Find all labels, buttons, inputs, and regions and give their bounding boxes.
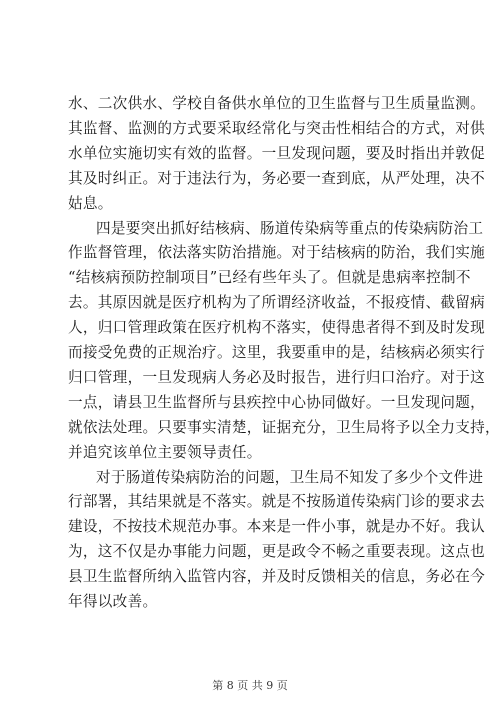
body-line: 就依法处理。只要事实清楚，证据充分，卫生局将予以全力支持， xyxy=(68,418,500,436)
body-line: 年得以改善。 xyxy=(68,593,158,610)
body-line: 一点，请县卫生监督所与县疾控中心协同做好。一旦发现问题， xyxy=(68,393,486,411)
body-line: 其及时纠正。对于违法行为，务必要一查到底，从严处理，决不 xyxy=(68,169,486,187)
body-line: 对于肠道传染病防治的问题，卫生局不知发了多少个文件进 xyxy=(96,468,484,486)
body-line: 县卫生监督所纳入监管内容，并及时反馈相关的信息，务必在今 xyxy=(68,568,486,586)
body-line: 姑息。 xyxy=(68,194,113,212)
body-line: 为，这不仅是办事能力问题，更是政令不畅之重要表现。这点也 xyxy=(68,543,486,561)
body-line: 行部署，其结果就是不落实。就是不按肠道传染病门诊的要求去 xyxy=(68,493,486,511)
body-line: 去。其原因就是医疗机构为了所谓经济收益，不报疫情、截留病 xyxy=(68,294,486,312)
body-line: 建设，不按技术规范办事。本来是一件小事，就是办不好。我认 xyxy=(68,518,486,536)
body-line: “结核病预防控制项目”已经有些年头了。但就是患病率控制不 xyxy=(68,269,471,287)
body-line: 水、二次供水、学校自备供水单位的卫生监督与卫生质量监测。 xyxy=(68,95,486,112)
body-line: 作监督管理，依法落实防治措施。对于结核病的防治，我们实施 xyxy=(68,244,486,262)
body-line: 人，归口管理政策在医疗机构不落实，使得患者得不到及时发现 xyxy=(68,319,486,337)
body-line: 其监督、监测的方式要采取经常化与突击性相结合的方式，对供 xyxy=(68,119,486,137)
body-line: 并追究该单位主要领导责任。 xyxy=(68,443,262,461)
body-line: 归口管理，一旦发现病人务必及时报告，进行归口治疗。对于这 xyxy=(68,368,486,386)
body-line: 而接受免费的正规治疗。这里，我要重申的是，结核病必须实行 xyxy=(68,344,486,361)
body-line: 四是要突出抓好结核病、肠道传染病等重点的传染病防治工 xyxy=(96,219,484,237)
page-footer: 第 8 页 共 9 页 xyxy=(212,679,288,692)
body-line: 水单位实施切实有效的监督。一旦发现问题，要及时指出并敦促 xyxy=(68,144,486,162)
